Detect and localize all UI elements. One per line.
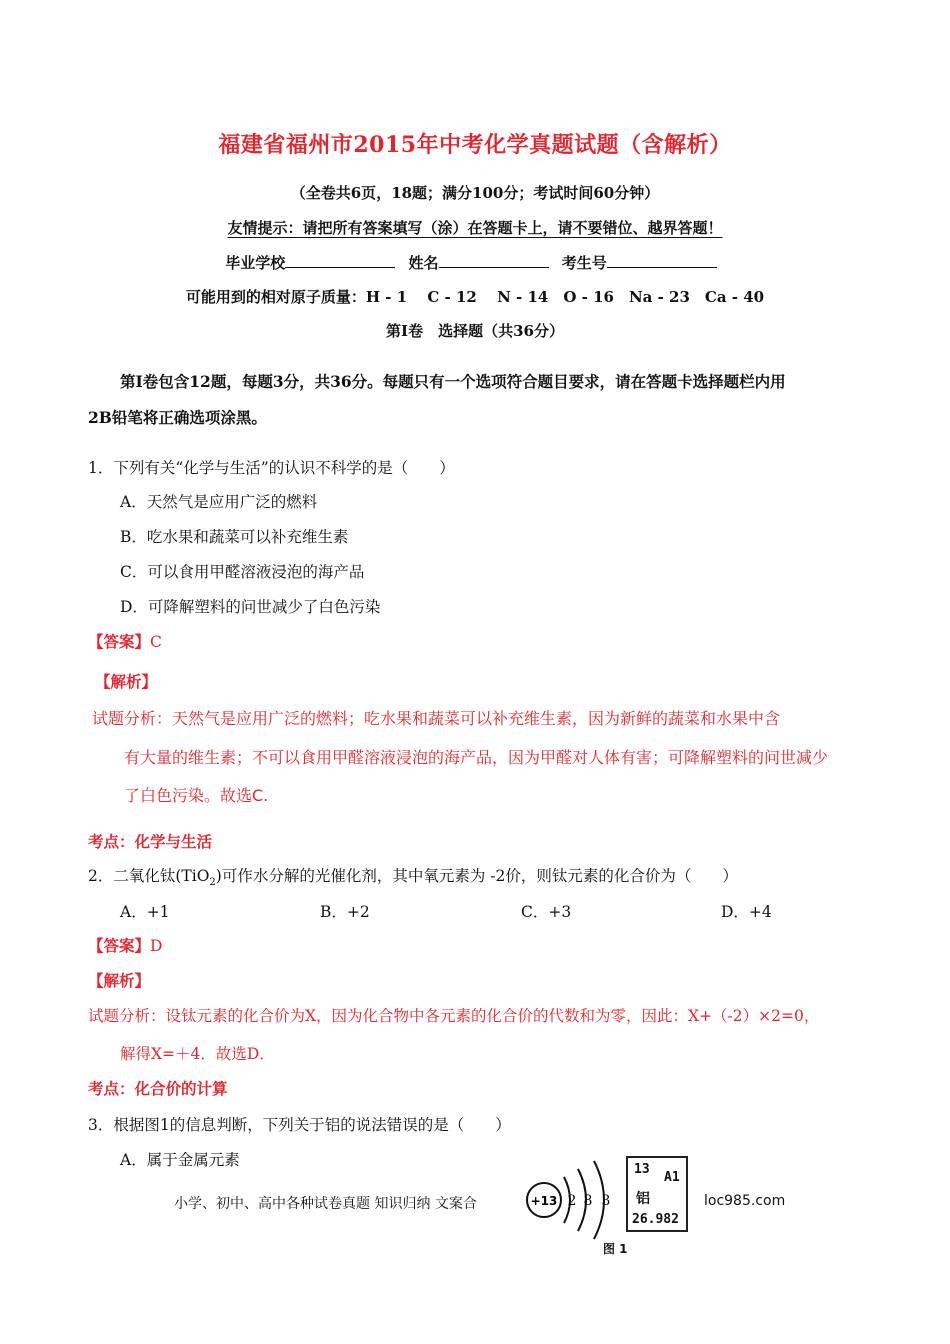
q1-point: 考点：化学与生活 xyxy=(88,832,213,851)
shell-count-1: 2 xyxy=(567,1193,577,1209)
q3-stem: 3．根据图1的信息判断，下列关于铝的说法错误的是（ ） xyxy=(88,1116,511,1134)
name-blank xyxy=(439,253,549,268)
q2-point: 考点：化合价的计算 xyxy=(88,1079,228,1098)
footer-text: 小学、初中、高中各种试卷真题 知识归纳 文案合 xyxy=(174,1196,477,1212)
q1-analysis-line-2: 有大量的维生素；不可以食用甲醛溶液浸泡的海产品，因为甲醛对人体有害；可降解塑料的问世减少 xyxy=(124,748,829,767)
q1-answer-value: C xyxy=(150,633,162,651)
q1-stem: 1．下列有关“化学与生活”的认识不科学的是（ ） xyxy=(88,459,455,477)
q2-stem xyxy=(88,864,738,888)
reminder xyxy=(0,217,950,238)
q2-answer-label: 【答案】 xyxy=(88,936,151,955)
shell-count-3: 3 xyxy=(601,1193,611,1209)
page-title: 福建省福州市2015年中考化学真题试题（含解析） xyxy=(218,132,732,158)
section-desc-1: 第Ⅰ卷包含12题，每题3分，共36分。每题只有一个选项符合题目要求，请在答题卡选择题栏内用 xyxy=(120,372,786,391)
q2-analysis-label: 【解析】 xyxy=(88,971,151,990)
q1-analysis-line-1: 试题分析：天然气是应用广泛的燃料；吃水果和蔬菜可以补充维生素，因为新鲜的蔬菜和水果中含 xyxy=(92,709,781,728)
q1-option-c: C．可以食用甲醛溶液浸泡的海产品 xyxy=(120,563,365,581)
reminder-text: 友情提示：请把所有答案填写（涂）在答题卡上，请不要错位、越界答题！ xyxy=(227,219,723,237)
atomic-number: 13 xyxy=(634,1162,650,1177)
school-blank xyxy=(285,253,395,268)
q2-stem-post: )可作水分解的光催化剂，其中氧元素为 -2价，则钛元素的化合价为（ ） xyxy=(215,867,738,885)
nucleus-charge: +13 xyxy=(530,1194,558,1208)
exam-no-label: 考生号 xyxy=(561,254,607,272)
q2-answer xyxy=(88,934,162,956)
q2-analysis-line-2: 解得X=＋4．故选D． xyxy=(120,1045,275,1063)
q3-option-a: A．属于金属元素 xyxy=(120,1151,240,1169)
figure-caption: 图 1 xyxy=(603,1242,628,1256)
q1-option-b: B．吃水果和蔬菜可以补充维生素 xyxy=(120,528,349,546)
q1-option-d: D．可降解塑料的问世减少了白色污染 xyxy=(120,598,381,616)
q1-option-a: A．天然气是应用广泛的燃料 xyxy=(120,493,318,511)
q1-analysis-line-3: 了白色污染。故选C. xyxy=(124,786,269,805)
name-label: 姓名 xyxy=(408,254,439,272)
q2-option-b: B．+2 xyxy=(320,903,370,921)
aluminum-atom-diagram xyxy=(520,1155,620,1245)
q2-analysis-line-1: 试题分析：设钛元素的化合价为X，因为化合物中各元素的化合价的代数和为零，因此：X+（-2）×2=0， xyxy=(88,1007,820,1025)
element-name: 铝 xyxy=(636,1191,650,1207)
q2-answer-value: D xyxy=(150,937,163,955)
q2-option-d: D．+4 xyxy=(721,903,772,921)
shell-count-2: 8 xyxy=(583,1193,593,1209)
exam-no-blank xyxy=(607,253,717,268)
q2-stem-sub: 2 xyxy=(209,877,216,889)
section-desc-2: 2B铅笔将正确选项涂黑。 xyxy=(88,408,267,427)
atomic-masses: 可能用到的相对原子质量：H - 1 C - 12 N - 14 O - 16 Na - 23 Ca - 40 xyxy=(185,288,765,306)
exam-info: （全卷共6页，18题；满分100分；考试时间60分钟） xyxy=(290,184,660,202)
q2-option-a: A．+1 xyxy=(120,903,170,921)
periodic-table-cell xyxy=(626,1156,688,1232)
footer-site: loc985.com xyxy=(704,1193,786,1209)
q1-answer xyxy=(88,630,162,652)
q1-analysis-label: 【解析】 xyxy=(95,672,158,691)
section-title: 第Ⅰ卷 选择题（共36分） xyxy=(386,322,564,340)
element-symbol: A1 xyxy=(664,1170,680,1185)
q2-option-c: C．+3 xyxy=(521,903,572,921)
q1-answer-label: 【答案】 xyxy=(88,632,151,651)
q2-stem-pre: 2．二氧化钛(TiO xyxy=(88,867,210,885)
student-fields xyxy=(0,252,950,273)
school-label: 毕业学校 xyxy=(225,254,286,272)
atomic-mass: 26.982 xyxy=(632,1212,679,1227)
